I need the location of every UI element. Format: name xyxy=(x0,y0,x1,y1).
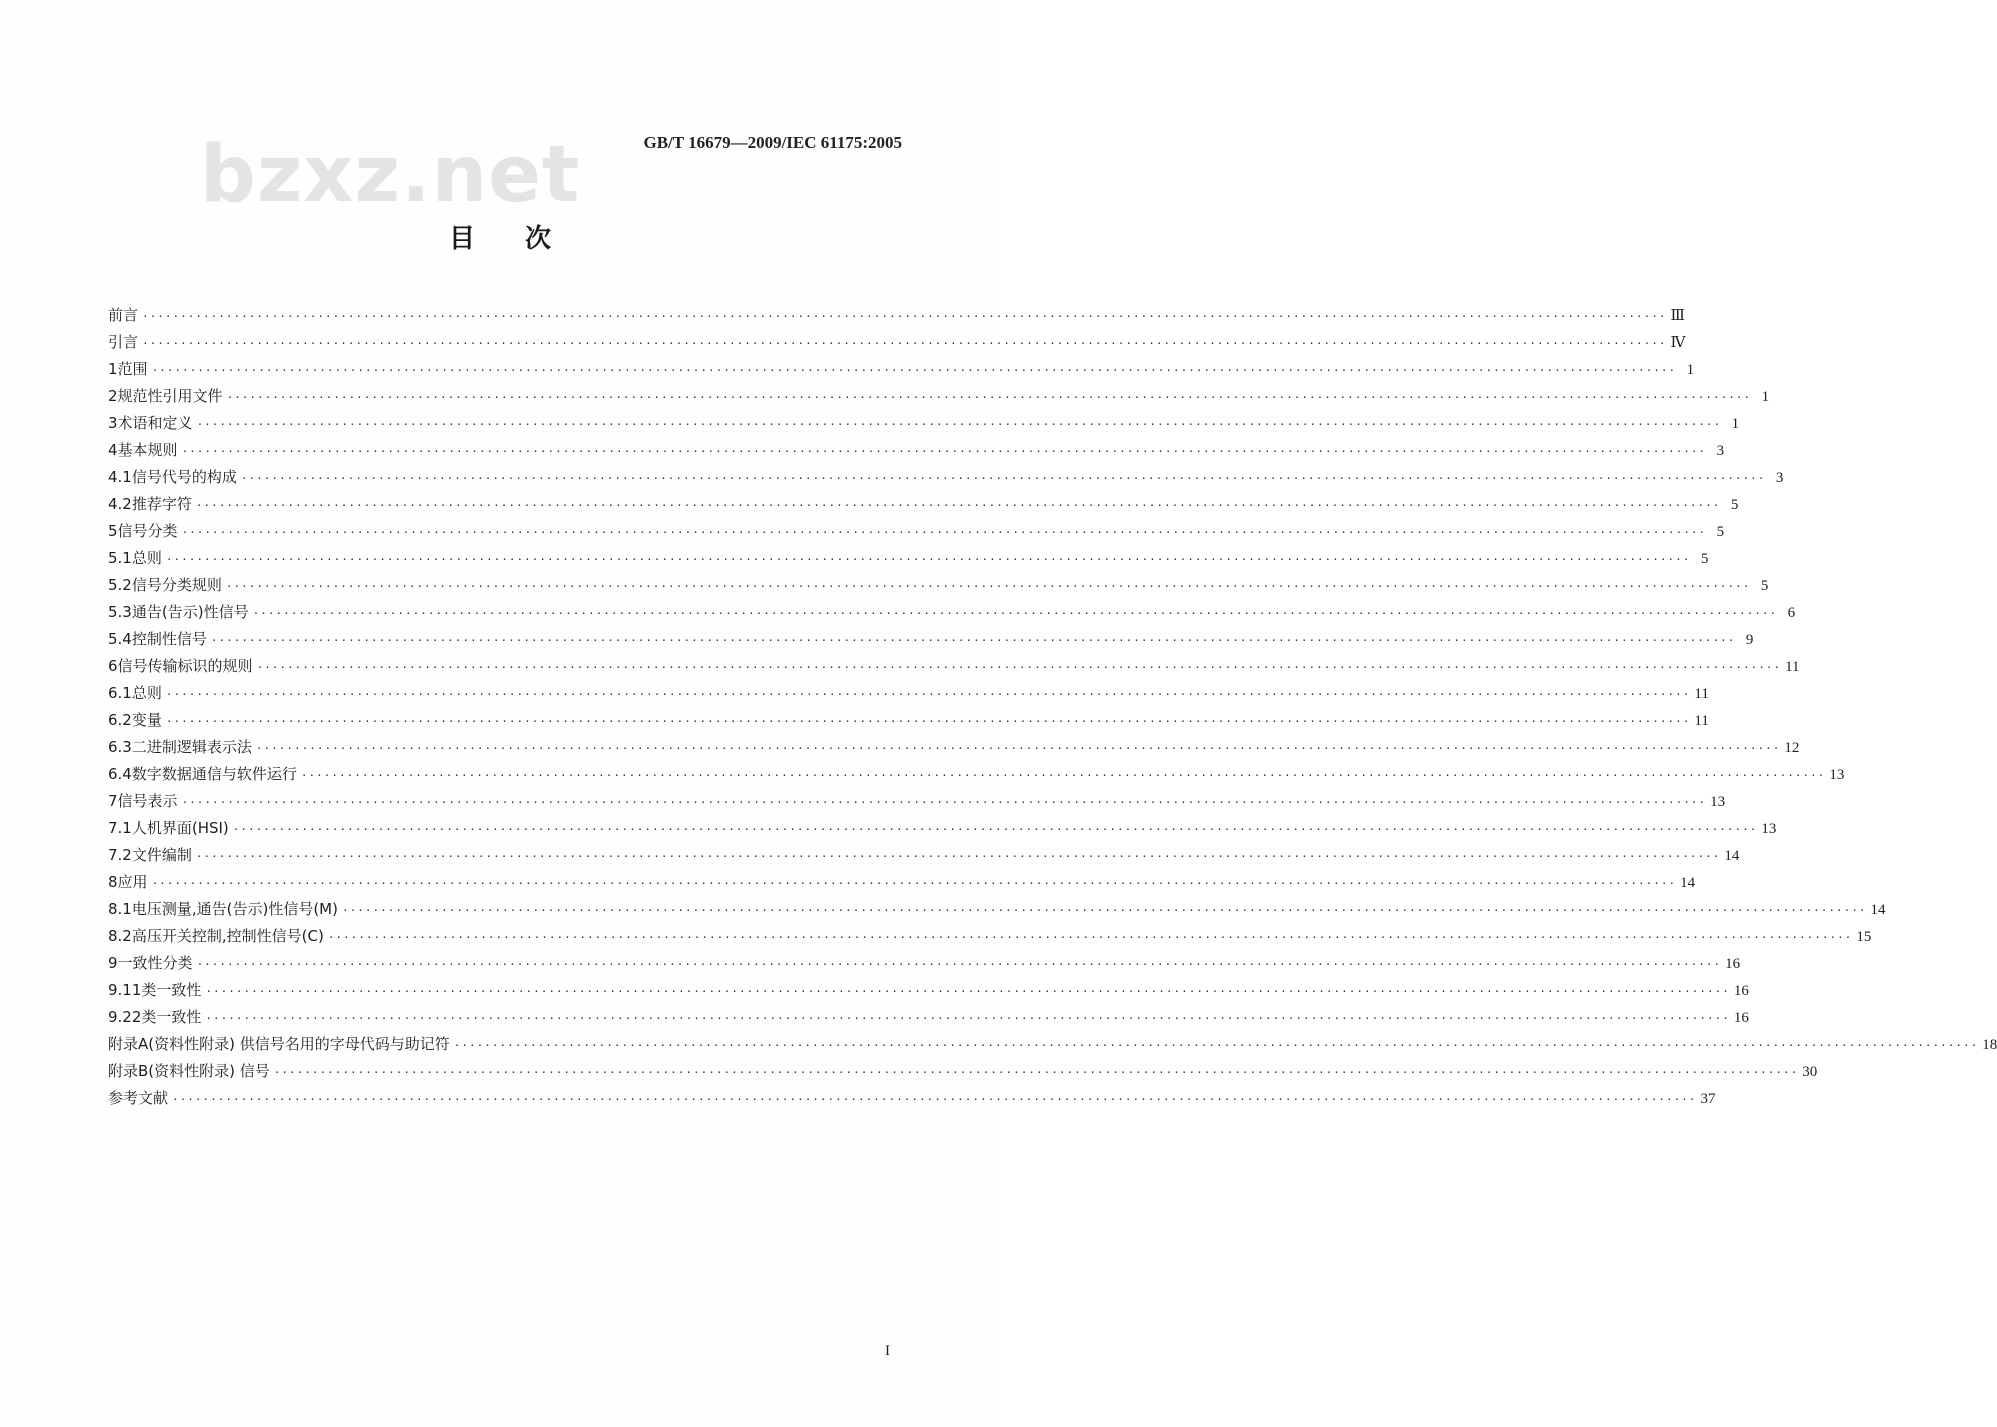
toc-leader-dots: ········································································································································································································ xyxy=(210,634,1736,647)
toc-entry-page: 13 xyxy=(1761,821,1777,837)
toc-entry-page: 16 xyxy=(1733,1010,1749,1026)
page-title: 目次 xyxy=(448,224,601,254)
toc-entry[interactable] xyxy=(108,356,1695,383)
toc-entry[interactable] xyxy=(108,302,1685,329)
toc-leader-dots: ········································································································································································································ xyxy=(240,472,1766,485)
toc-entry-label: 信号分类规则 xyxy=(131,576,222,594)
toc-entry-page: 13 xyxy=(1710,794,1726,810)
toc-entry[interactable] xyxy=(108,842,1740,869)
toc-entry[interactable] xyxy=(108,1004,1749,1031)
toc-entry-page: 11 xyxy=(1694,686,1709,702)
toc-entry-number: 6 xyxy=(108,657,118,675)
toc-entry[interactable] xyxy=(108,491,1739,518)
toc-entry-label: 二进制逻辑表示法 xyxy=(131,738,252,756)
toc-leader-dots: ········································································································································································································ xyxy=(196,418,1722,431)
toc-entry-label: 变量 xyxy=(131,711,162,729)
toc-leader-dots: ········································································································································································································ xyxy=(273,1066,1799,1079)
toc-entry-page: 6 xyxy=(1787,605,1796,621)
toc-entry-page: 1 xyxy=(1686,362,1695,378)
toc-entry-number: 7.1 xyxy=(108,819,132,837)
toc-entry-label: 文件编制 xyxy=(131,846,192,864)
toc-entry-label: 通告(告示)性信号 xyxy=(131,603,249,621)
toc-leader-dots: ········································································································································································································ xyxy=(205,1012,1730,1025)
toc-leader-dots: ········································································································································································································ xyxy=(165,553,1691,566)
toc-entry[interactable] xyxy=(108,518,1725,545)
toc-entry-page: 1 xyxy=(1731,416,1740,432)
toc-entry-number: 5.1 xyxy=(108,549,132,567)
toc-entry-page: 12 xyxy=(1784,740,1800,756)
toc-leader-dots: ········································································································································································································ xyxy=(181,796,1707,809)
page-number: I xyxy=(885,1343,890,1359)
toc-entry-number: 8.1 xyxy=(108,900,132,918)
toc-entry[interactable] xyxy=(108,761,1845,788)
toc-entry-page: 14 xyxy=(1680,875,1696,891)
toc-entry-label: 一致性分类 xyxy=(117,954,193,972)
toc-leader-dots: ········································································································································································································ xyxy=(453,1039,1979,1052)
toc-entry[interactable] xyxy=(108,1031,1997,1058)
toc-entry-label: 人机界面(HSI) xyxy=(131,819,229,837)
toc-entry-number: 5.2 xyxy=(108,576,132,594)
toc-leader-dots: ········································································································································································································ xyxy=(232,823,1758,836)
table-of-contents xyxy=(108,302,1997,1112)
toc-leader-dots: ········································································································································································································ xyxy=(226,391,1752,404)
watermark: bzxz.net xyxy=(200,130,581,220)
toc-entry-page: 14 xyxy=(1870,902,1886,918)
toc-entry-number: 6.1 xyxy=(108,684,132,702)
toc-entry[interactable] xyxy=(108,734,1800,761)
toc-leader-dots: ········································································································································································································ xyxy=(300,769,1826,782)
toc-leader-dots: ········································································································································································································ xyxy=(165,715,1691,728)
toc-entry[interactable] xyxy=(108,545,1709,572)
toc-entry[interactable] xyxy=(108,896,1886,923)
toc-entry-number: 9.2 xyxy=(108,1008,132,1026)
toc-leader-dots: ········································································································································································································ xyxy=(151,877,1677,890)
toc-entry-label: 规范性引用文件 xyxy=(117,387,223,405)
toc-entry-number: 9 xyxy=(108,954,118,972)
toc-entry-label: 信号表示 xyxy=(117,792,178,810)
toc-entry-label: 基本规则 xyxy=(117,441,178,459)
toc-entry-page: 5 xyxy=(1760,578,1769,594)
toc-entry-page: 11 xyxy=(1785,659,1800,675)
toc-entry[interactable] xyxy=(108,437,1725,464)
toc-entry-number: 6.4 xyxy=(108,765,132,783)
toc-entry-number: 4.2 xyxy=(108,495,132,513)
toc-entry-page: 11 xyxy=(1694,713,1709,729)
toc-entry-label: 高压开关控制,控制性信号(C) xyxy=(131,927,324,945)
toc-leader-dots: ········································································································································································································ xyxy=(196,958,1722,971)
toc-leader-dots: ········································································································································································································ xyxy=(195,499,1721,512)
toc-entry-page: 16 xyxy=(1725,956,1741,972)
toc-entry-page: 3 xyxy=(1775,470,1784,486)
toc-entry-page: 18 xyxy=(1982,1037,1997,1053)
toc-entry[interactable] xyxy=(108,572,1769,599)
toc-entry-label: 数字数据通信与软件运行 xyxy=(131,765,297,783)
toc-entry-page: 5 xyxy=(1730,497,1739,513)
toc-leader-dots: ········································································································································································································ xyxy=(181,526,1707,539)
toc-entry-number: 1 xyxy=(108,360,118,378)
toc-leader-dots: ········································································································································································································ xyxy=(205,985,1730,998)
toc-entry-label: 信号代号的构成 xyxy=(131,468,237,486)
toc-entry-label: 信号传输标识的规则 xyxy=(117,657,253,675)
toc-entry-label: 范围 xyxy=(117,360,148,378)
toc-entry-number: 5.4 xyxy=(108,630,132,648)
toc-leader-dots: ········································································································································································································ xyxy=(341,904,1867,917)
toc-entry[interactable] xyxy=(108,383,1770,410)
toc-entry[interactable] xyxy=(108,1058,1818,1085)
toc-entry-label: 推荐字符 xyxy=(131,495,192,513)
toc-entry-page: 15 xyxy=(1856,929,1872,945)
toc-entry-page: Ⅳ xyxy=(1670,335,1686,351)
toc-leader-dots: ········································································································································································································ xyxy=(225,580,1751,593)
standard-number: GB/T 16679—2009/IEC 61175:2005 xyxy=(643,133,902,152)
toc-entry[interactable] xyxy=(108,599,1796,626)
toc-leader-dots: ········································································································································································································ xyxy=(172,1093,1697,1106)
toc-entry[interactable] xyxy=(108,626,1754,653)
toc-entry-number: 5 xyxy=(108,522,118,540)
toc-entry-number: 8.2 xyxy=(108,927,132,945)
toc-leader-dots: ········································································································································································································ xyxy=(181,445,1707,458)
toc-entry[interactable] xyxy=(108,977,1749,1004)
toc-entry-label: 引言 xyxy=(108,333,139,351)
toc-entry[interactable] xyxy=(108,923,1872,950)
toc-entry[interactable] xyxy=(108,950,1741,977)
toc-entry-label: 总则 xyxy=(131,549,162,567)
toc-entry-label: 附录B(资料性附录) 信号 xyxy=(108,1062,270,1080)
toc-entry-page: 13 xyxy=(1829,767,1845,783)
toc-entry[interactable] xyxy=(108,707,1709,734)
toc-entry[interactable] xyxy=(108,869,1696,896)
toc-entry-number: 2 xyxy=(108,387,118,405)
toc-leader-dots: ········································································································································································································ xyxy=(165,688,1691,701)
toc-entry[interactable] xyxy=(108,815,1777,842)
toc-entry[interactable] xyxy=(108,680,1709,707)
toc-entry-label: 参考文献 xyxy=(108,1089,169,1107)
toc-leader-dots: ········································································································································································································ xyxy=(142,337,1667,350)
toc-entry-page: 9 xyxy=(1745,632,1754,648)
toc-entry-page: 3 xyxy=(1716,443,1725,459)
toc-entry-page: 1 xyxy=(1761,389,1770,405)
toc-leader-dots: ········································································································································································································ xyxy=(151,364,1677,377)
toc-entry-number: 5.3 xyxy=(108,603,132,621)
toc-entry-number: 3 xyxy=(108,414,118,432)
toc-leader-dots: ········································································································································································································ xyxy=(142,310,1667,323)
toc-entry-label: 术语和定义 xyxy=(117,414,193,432)
toc-entry[interactable] xyxy=(108,653,1800,680)
toc-entry-page: 14 xyxy=(1724,848,1740,864)
toc-entry-page: 5 xyxy=(1716,524,1725,540)
toc-entry-page: 16 xyxy=(1733,983,1749,999)
toc-entry-number: 4.1 xyxy=(108,468,132,486)
toc-entry-label: 控制性信号 xyxy=(131,630,207,648)
toc-entry-page: 5 xyxy=(1700,551,1709,567)
toc-entry[interactable] xyxy=(108,464,1784,491)
toc-leader-dots: ········································································································································································································ xyxy=(327,931,1853,944)
toc-leader-dots: ········································································································································································································ xyxy=(256,661,1782,674)
toc-entry-number: 8 xyxy=(108,873,118,891)
toc-entry-number: 6.2 xyxy=(108,711,132,729)
toc-entry-number: 6.3 xyxy=(108,738,132,756)
toc-entry-label: 信号分类 xyxy=(117,522,178,540)
toc-entry-number: 7 xyxy=(108,792,118,810)
toc-entry-page: Ⅲ xyxy=(1670,308,1685,324)
toc-entry[interactable] xyxy=(108,329,1686,356)
toc-entry-number: 7.2 xyxy=(108,846,132,864)
toc-entry-label: 2类一致性 xyxy=(131,1008,202,1026)
toc-leader-dots: ········································································································································································································ xyxy=(252,607,1778,620)
toc-leader-dots: ········································································································································································································ xyxy=(255,742,1781,755)
toc-entry-page: 30 xyxy=(1802,1064,1818,1080)
toc-entry-label: 1类一致性 xyxy=(131,981,202,999)
toc-entry[interactable] xyxy=(108,1085,1716,1112)
toc-entry[interactable] xyxy=(108,410,1740,437)
toc-entry-page: 37 xyxy=(1700,1091,1716,1107)
toc-entry-number: 4 xyxy=(108,441,118,459)
toc-entry-label: 应用 xyxy=(117,873,148,891)
toc-leader-dots: ········································································································································································································ xyxy=(195,850,1721,863)
toc-entry-label: 电压测量,通告(告示)性信号(M) xyxy=(131,900,338,918)
toc-entry-label: 附录A(资料性附录) 供信号名用的字母代码与助记符 xyxy=(108,1035,450,1053)
toc-entry-label: 前言 xyxy=(108,306,139,324)
toc-entry-number: 9.1 xyxy=(108,981,132,999)
toc-entry[interactable] xyxy=(108,788,1726,815)
toc-entry-label: 总则 xyxy=(131,684,162,702)
